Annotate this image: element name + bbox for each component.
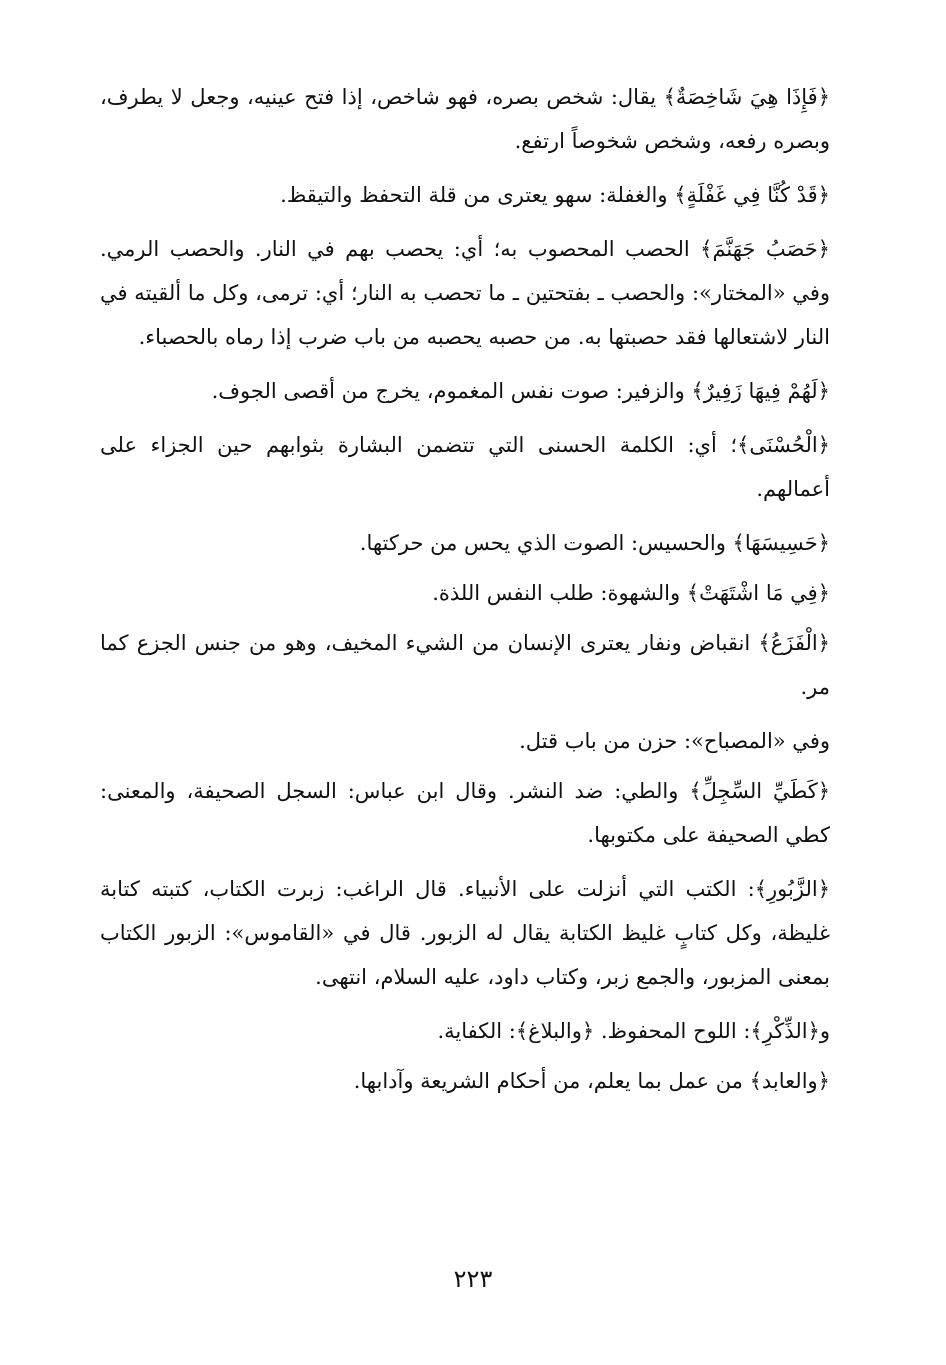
- paragraph-dhikr: و﴿الذِّكْرِ﴾: اللوح المحفوظ. ﴿والبلاغ﴾: الكفاية.: [437, 1019, 830, 1043]
- paragraph-abid: ﴿والعابد﴾ من عمل بما يعلم، من أحكام الشريعة وآدابها.: [353, 1069, 830, 1093]
- book-page: [100, 75, 878, 1345]
- paragraph-husna: ﴿الْحُسْنَى﴾؛ أي: الكلمة الحسنى التي تتضمن البشارة بثوابهم حين الجزاء على أعمالهم.: [100, 433, 830, 501]
- paragraph-sijill: ﴿كَطَيِّ السِّجِلِّ﴾ والطي: ضد النشر. وقال ابن عباس: السجل الصحيفة، والمعنى: كطي الصحيفة على مكتوبها.: [100, 779, 830, 847]
- paragraph-faza: ﴿الْفَزَعُ﴾ انقباض ونفار يعترى الإنسان من الشيء المخيف، وهو من جنس الجزع كما مر.: [100, 631, 830, 699]
- paragraph-ishtahat: ﴿فِي مَا اشْتَهَتْ﴾ والشهوة: طلب النفس اللذة.: [432, 581, 830, 605]
- paragraph-zafir: ﴿لَهُمْ فِيهَا زَفِيرٌ﴾ والزفير: صوت نفس المغموم، يخرج من أقصى الجوف.: [211, 379, 830, 403]
- paragraph-misbah: وفي «المصباح»: حزن من باب قتل.: [519, 729, 830, 753]
- paragraph-ghafla: ﴿قَدْ كُنَّا فِي غَفْلَةٍ﴾ والغفلة: سهو يعترى من قلة التحفظ والتيقظ.: [280, 183, 830, 207]
- paragraph-hasis: ﴿حَسِيسَهَا﴾ والحسيس: الصوت الذي يحس من حركتها.: [359, 531, 830, 555]
- paragraph-shakhisa: ﴿فَإِذَا هِيَ شَاخِصَةٌ﴾ يقال: شخص بصره، فهو شاخص، إذا فتح عينيه، وجعل لا يطرف، وبصره رفعه، وشخص شخوصاً ارتفع.: [100, 85, 830, 153]
- paragraph-zabur: ﴿الزَّبُورِ﴾: الكتب التي أنزلت على الأنبياء. قال الراغب: زبرت الكتاب، كتبته كتابة غليظة، وكل كتابٍ غليظ الكتابة يقال له الزبور. قال في «القاموس»: الزبور الكتاب بمعنى المزبور، والجمع زبر، وكتاب داود، عليه السلام، انتهى.: [100, 877, 830, 989]
- page-number: ٢٢٣: [453, 1265, 493, 1293]
- paragraph-hasab: ﴿حَصَبُ جَهَنَّمَ﴾ الحصب المحصوب به؛ أي: يحصب بهم في النار. والحصب الرمي. وفي «المختار»: والحصب ـ بفتحتين ـ ما تحصب به النار؛ أي: ترمى، وكل ما ألقيته في النار لاشتعالها فقد حصبتها به. من حصبه يحصبه من باب ضرب إذا رماه بالحصباء.: [100, 237, 830, 349]
